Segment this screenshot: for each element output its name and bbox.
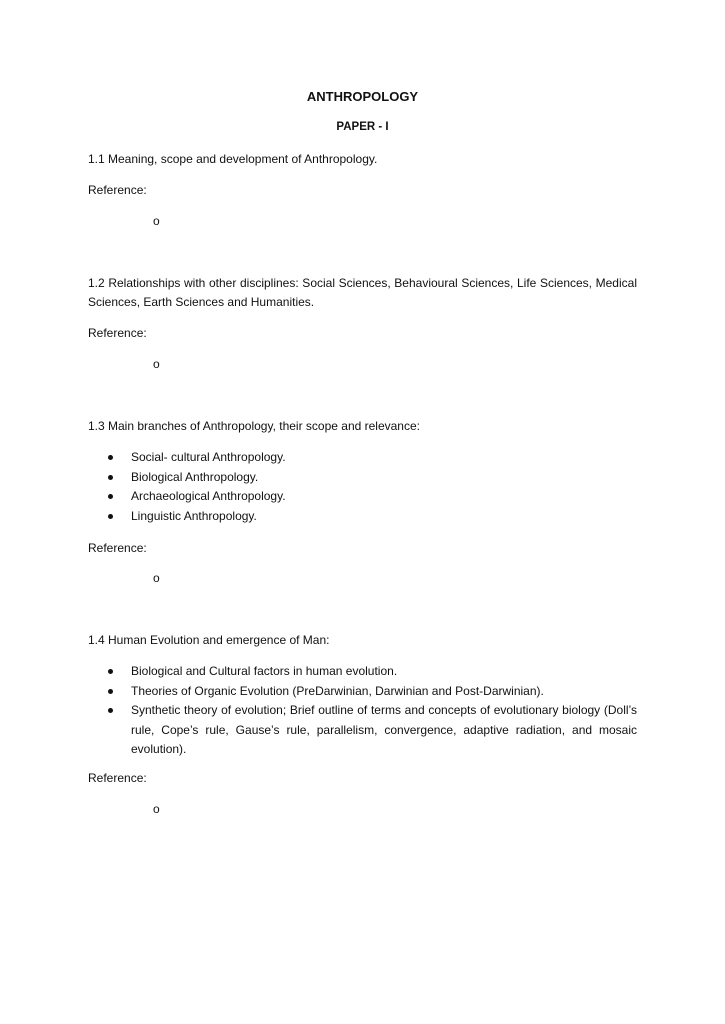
section-heading-1-1: 1.1 Meaning, scope and development of Anthropology.	[88, 152, 378, 166]
reference-marker-1-3: o	[153, 571, 160, 585]
bullet-icon	[108, 689, 113, 694]
reference-marker-1-1: o	[153, 214, 160, 228]
bullet-icon	[108, 455, 113, 460]
reference-label-1-2: Reference:	[88, 326, 147, 340]
list-item: Linguistic Anthropology.	[88, 507, 637, 527]
reference-label-1-3: Reference:	[88, 541, 147, 555]
list-item: Theories of Organic Evolution (PreDarwinian, Darwinian and Post-Darwinian).	[88, 682, 637, 702]
section-heading-1-2: 1.2 Relationships with other disciplines: Social Sciences, Behavioural Sciences, Life Sciences, Medical Sciences, Earth Sciences and Humanities.	[88, 276, 637, 309]
section-heading-1-4: 1.4 Human Evolution and emergence of Man:	[88, 633, 330, 647]
list-item: Synthetic theory of evolution; Brief outline of terms and concepts of evolutionary biology (Doll’s rule, Cope’s rule, Gause’s rule, parallelism, convergence, adaptive radiation, and mosaic evolution).	[88, 701, 637, 760]
bullet-list-1-4	[88, 662, 637, 760]
list-item: Social- cultural Anthropology.	[88, 448, 637, 468]
bullet-icon	[108, 708, 113, 713]
reference-marker-1-4: o	[153, 802, 160, 816]
section-heading-1-3: 1.3 Main branches of Anthropology, their scope and relevance:	[88, 419, 420, 433]
document-subtitle: PAPER - I	[336, 121, 389, 133]
bullet-icon	[108, 475, 113, 480]
bullet-icon	[108, 514, 113, 519]
bullet-icon	[108, 669, 113, 674]
bullet-icon	[108, 494, 113, 499]
bullet-list-1-3	[88, 448, 637, 526]
reference-marker-1-2: o	[153, 357, 160, 371]
reference-label-1-4: Reference:	[88, 771, 147, 785]
list-item: Biological and Cultural factors in human evolution.	[88, 662, 637, 682]
reference-label-1-1: Reference:	[88, 183, 147, 197]
list-item: Archaeological Anthropology.	[88, 487, 637, 507]
list-item: Biological Anthropology.	[88, 468, 637, 488]
document-title: ANTHROPOLOGY	[306, 89, 419, 104]
